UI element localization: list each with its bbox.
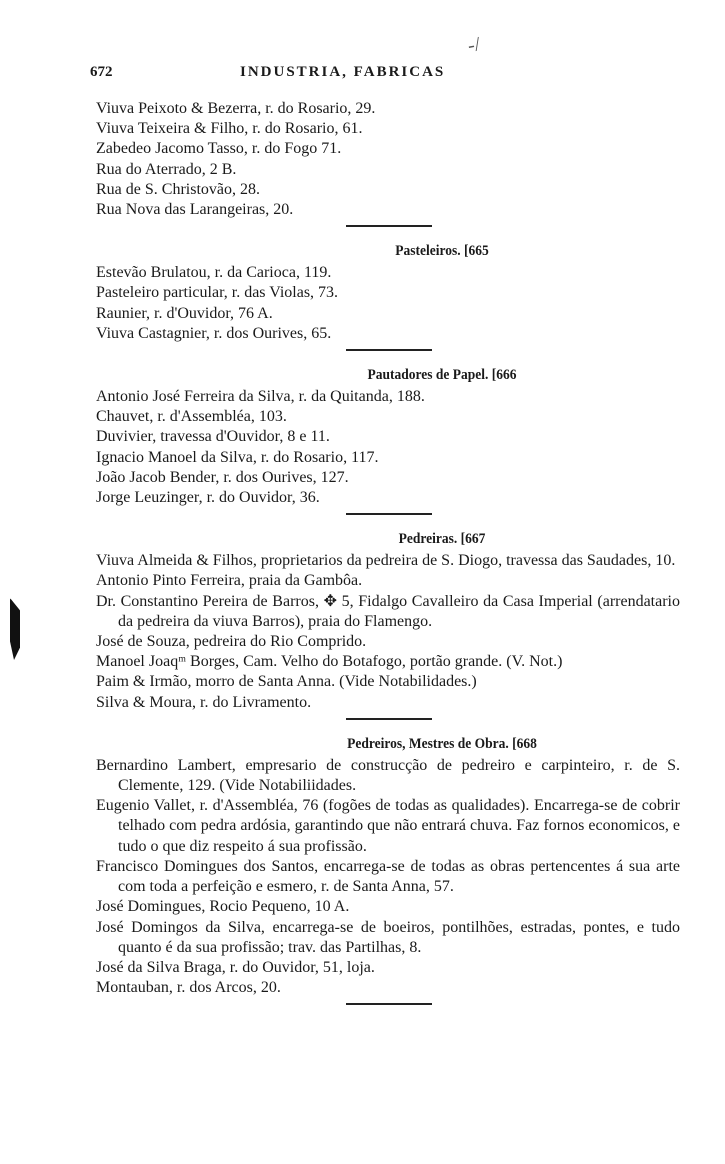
- directory-entry: Rua de S. Christovão, 28.: [96, 180, 260, 198]
- directory-entry: Chauvet, r. d'Assembléa, 103.: [96, 408, 287, 426]
- directory-entry: Raunier, r. d'Ouvidor, 76 A.: [96, 304, 273, 322]
- directory-entry: Antonio Pinto Ferreira, praia da Gambôa.: [96, 572, 363, 590]
- directory-entry: Jorge Leuzinger, r. do Ouvidor, 36.: [96, 489, 320, 507]
- page-number: 672: [90, 64, 113, 80]
- pencil-mark: -/: [466, 33, 482, 57]
- section-divider: [346, 225, 432, 227]
- running-head: [90, 64, 560, 86]
- directory-entry: Estevão Brulatou, r. da Carioca, 119.: [96, 264, 332, 282]
- directory-entry: Rua do Aterrado, 2 B.: [96, 160, 237, 178]
- directory-entry: Rua Nova das Larangeiras, 20.: [96, 201, 294, 219]
- directory-section: [96, 239, 680, 351]
- directory-entry: Bernardino Lambert, empresario de construcção de pedreiro e carpinteiro, r. de S. Clemente, 129. (Vide Notabiliidades.: [96, 756, 680, 795]
- directory-entry: Silva & Moura, r. do Livramento.: [96, 693, 312, 711]
- directory-entry: Viuva Almeida & Filhos, proprietarios da pedreira de S. Diogo, travessa das Saudades, 10.: [96, 552, 676, 570]
- directory-entry: Viuva Castagnier, r. dos Ourives, 65.: [96, 324, 332, 342]
- directory-entry: Zabedeo Jacomo Tasso, r. do Fogo 71.: [96, 140, 342, 158]
- directory-entry: Pasteleiro particular, r. das Violas, 73.: [96, 284, 339, 302]
- directory-entry: José de Souza, pedreira do Rio Comprido.: [96, 633, 367, 651]
- section-heading: Pedreiros, Mestres de Obra. [668: [347, 735, 537, 752]
- directory-entry: Francisco Domingues dos Santos, encarrega-se de todas as obras pertencentes á sua arte com toda a perfeição e esmero, r. de Santa Anna, 57.: [96, 857, 680, 896]
- section-divider: [346, 349, 432, 351]
- section-divider: [346, 513, 432, 515]
- directory-entry: Dr. Constantino Pereira de Barros, ✥ 5, Fidalgo Cavalleiro da Casa Imperial (arrendatario da pedreira da viuva Barros), praia do Flamengo.: [96, 592, 680, 630]
- section-divider: [346, 718, 432, 720]
- directory-entry: José da Silva Braga, r. do Ouvidor, 51, loja.: [96, 958, 375, 976]
- directory-entry: Montauban, r. dos Arcos, 20.: [96, 979, 281, 997]
- page-title: INDUSTRIA, FABRICAS: [240, 64, 446, 80]
- directory-section: [96, 732, 680, 1005]
- directory-entry: Duvivier, travessa d'Ouvidor, 8 e 11.: [96, 428, 330, 446]
- section-heading: Pedreiras. [667: [398, 531, 486, 548]
- directory-entry: João Jacob Bender, r. dos Ourives, 127.: [96, 468, 349, 486]
- directory-entry: Ignacio Manoel da Silva, r. do Rosario, 117.: [96, 448, 379, 466]
- directory-section: [96, 363, 680, 515]
- directory-entry: Antonio José Ferreira da Silva, r. da Quitanda, 188.: [96, 388, 425, 406]
- directory-entry: Viuva Teixeira & Filho, r. do Rosario, 61.: [96, 120, 363, 138]
- directory-section: [96, 527, 680, 720]
- directory-entry: Paim & Irmão, morro de Santa Anna. (Vide Notabilidades.): [96, 673, 477, 691]
- directory-entry: Viuva Peixoto & Bezerra, r. do Rosario, 29.: [96, 100, 376, 117]
- directory-listing: [96, 99, 680, 1017]
- section-heading: Pasteleiros. [665: [395, 243, 489, 260]
- directory-section: [96, 99, 680, 227]
- directory-entry: José Domingues, Rocio Pequeno, 10 A.: [96, 898, 350, 916]
- section-divider: [346, 1003, 432, 1005]
- binding-shadow-mark: [10, 598, 20, 660]
- directory-entry: José Domingos da Silva, encarrega-se de boeiros, pontilhões, estradas, pontes, e tudo quanto é da sua profissão; trav. das Partilhas, 8.: [96, 918, 680, 956]
- directory-entry: Manoel Joaqᵐ Borges, Cam. Velho do Botafogo, portão grande. (V. Not.): [96, 653, 563, 671]
- section-heading: Pautadores de Papel. [666: [367, 367, 517, 384]
- directory-entry: Eugenio Vallet, r. d'Assembléa, 76 (fogões de todas as qualidades). Encarrega-se de cobrir telhado com pedra ardósia, garantindo que não entrará chuva. Faz fornos economicos, e tudo o que diz respeito á sua profissão.: [96, 797, 680, 855]
